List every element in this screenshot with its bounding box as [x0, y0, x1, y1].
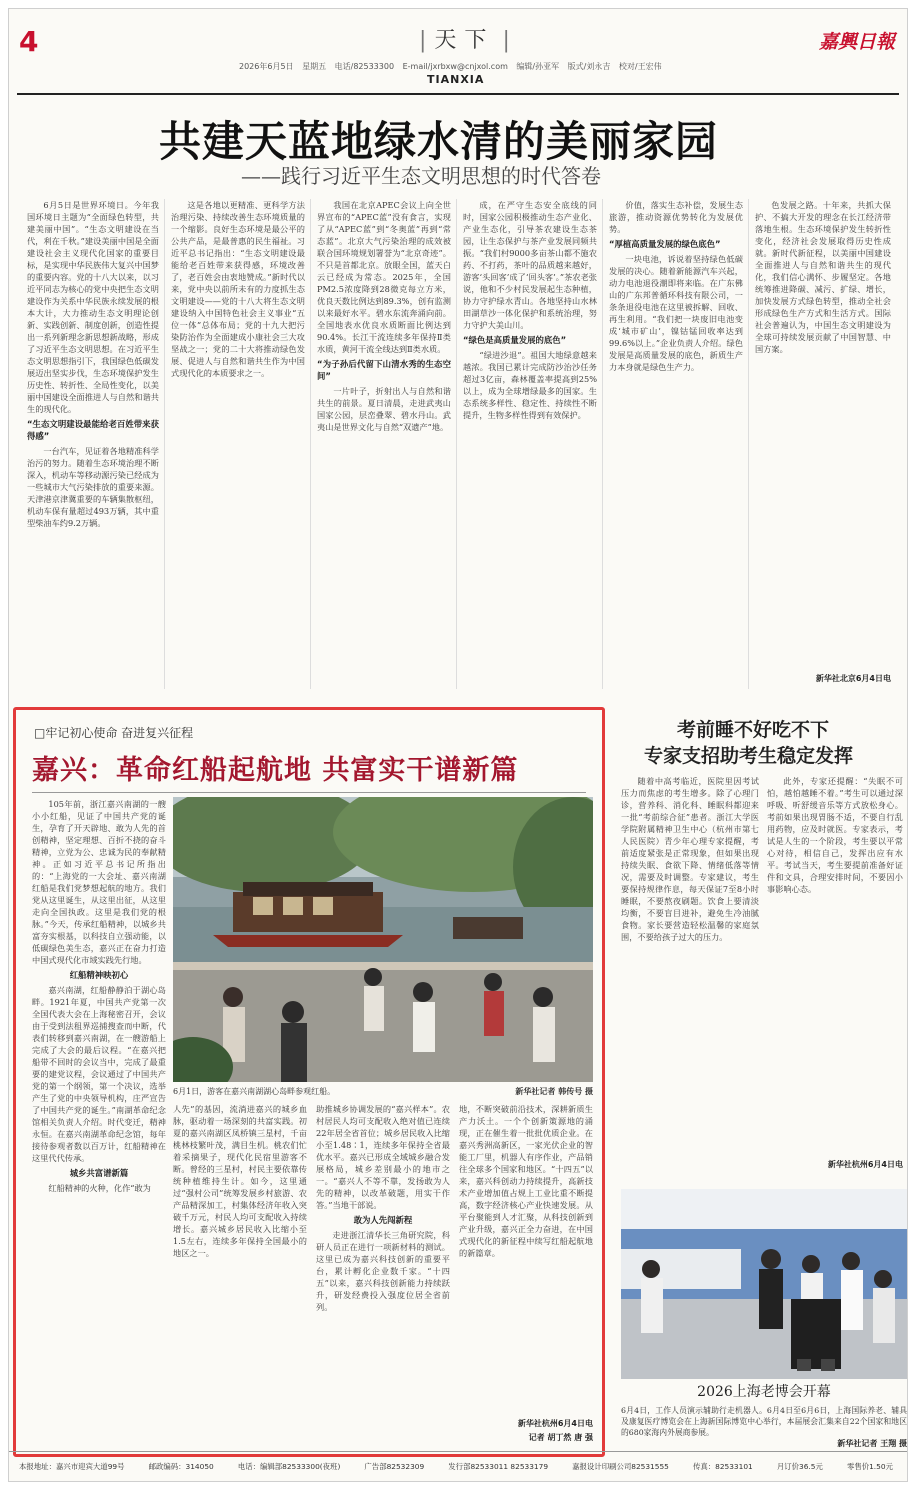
lead-paragraph: 成，在严守生态安全底线的同时，国家公园积极推动生态产业化、产业生态化，引导茶农建设生态茶园，让生态保护与茶产业发展同频共振。“我们村9000多亩茶山都不施农药、不打药，茶叶的品质越来越好，游客‘头回客’成了‘回头客’。”茶农老张说，他和不少村民发展起生态种植，协力守护绿水青山。各地坚持山水林田湖草沙一体化保护和系统治理，努力守护大美山川。 [463, 200, 597, 330]
lead-paragraph: “绿进沙退”。祖国大地绿意越来越浓。我国已累计完成防沙治沙任务超过3亿亩，森林覆盖率提高到25%以上，成为全球增绿最多的国家。生态系统多样性、稳定性、持续性不断提升，生物多样性得到有效保护。 [463, 350, 597, 420]
red-boat-photo-caption [173, 1086, 593, 1097]
red-boat-photo [173, 797, 593, 1082]
lead-subhead: ——践行习近平生态文明思想的时代答卷 [241, 164, 601, 188]
feature-paragraph: 地，不断突破前沿技术，深耕新质生产力沃土。一个个创新策源地的涌现，正在催生着一批批优质企业。在嘉兴秀洲高新区，一家光伏企业的智能工厂里，机器人有序作业，产品销往全球多个国家和地区。“十四五”以来，嘉兴科创动力持续提升，高新技术产业增加值占规上工业比重不断提高，数字经济核心产业快速发展。从平台聚能到人才汇聚，从科技创新到产业升级，嘉兴正全力奋进，在中国式现代化的新征程中续写红船起航地的新篇章。 [459, 1104, 593, 1258]
feature-byline: 新华社杭州6月4日电 [517, 1419, 593, 1428]
feature-paragraph: 人先”的基因，流淌进嘉兴的城乡血脉，驱动着一场深刻的共富实践。初夏的嘉兴南湖区凤桥镇三星村，千亩桃林枝繁叶茂，满目生机。桃农们忙着采摘果子，现代化民宿里游客不断。曾经的三星村，村民主要依靠传统种植维持生计。如今，这里通过“强村公司”统筹发展乡村旅游、农产品精深加工，村集体经济年收入突破千万元，村民人均可支配收入持续增长。嘉兴城乡居民收入比缩小至1.5左右，连续多年保持全国最小的地区之一。 [173, 1104, 307, 1258]
footer-ads: 广告部82532309 [364, 1462, 425, 1471]
feature-rule [32, 792, 586, 793]
lead-paragraph: 一片叶子，折射出人与自然和谐共生的前景。夏日清晨，走进武夷山国家公园，层峦叠翠、碧水丹山。武夷山是世界文化与自然“双遗产”地。 [317, 386, 451, 432]
right-byline: 新华社杭州6月4日电 [827, 1160, 903, 1169]
lead-column-3 [317, 199, 451, 687]
feature-paragraph: 走进浙江清华长三角研究院，科研人员正在进行一项新材料的测试。这里已成为嘉兴科技创新的重要平台，累计孵化企业数千家。“十四五”以来，嘉兴科技创新能力持续跃升，研发经费投入强度位居全省前列。 [316, 1230, 450, 1312]
footer-fax: 传真：82533101 [692, 1462, 753, 1471]
right-article-column-2 [767, 775, 903, 1145]
footer-postcode: 邮政编码：314050 [148, 1462, 214, 1471]
right-paragraph: 随着中高考临近，医院里因考试压力而焦虑的考生增多。除了心理门诊，营养科、消化科、睡眠科都迎来一批“考前综合征”患者。浙江大学医学院附属精神卫生中心（杭州市第七人民医院）青少年心理专家提醒，考前适度紧张是正常现象，但如果出现持续失眠、食欲下降、情绪低落等情况，需要及时调整。专家建议，考生要保持规律作息，每天保证7至8小时睡眠，不要熬夜刷题。饮食上要清淡均衡，不要盲目进补，避免生冷油腻食物。家长要营造轻松温馨的家庭氛围，不要给孩子过大的压力。 [621, 776, 759, 942]
lead-headline: 共建天蓝地绿水清的美丽家园 [159, 117, 719, 166]
footer-address: 本报地址：嘉兴市迎宾大道99号 [19, 1462, 125, 1471]
column-divider [164, 199, 165, 689]
feature-paragraph: 105年前，浙江嘉兴南湖的一艘小小红船，见证了中国共产党的诞生，孕育了开天辟地、敢为人先的首创精神，坚定理想、百折不挠的奋斗精神，立党为公、忠诚为民的奉献精神。正如习近平总书记所指出的：“上海党的一大会址、嘉兴南湖红船是我们党梦想起航的地方。我们党从这里诞生，从这里出征，从这里走向全国执政。这里是我们党的根脉。”今天，传承红船精神，以城乡共富夯实根基，以科技自立强动能，以低碳绿色美生态，嘉兴正在奋力打造中国式现代化市域实践先行地。 [32, 799, 166, 965]
footer-distribution: 发行部82533011 82533179 [448, 1462, 549, 1471]
lead-paragraph: 价值，落实生态补偿，发展生态旅游，推动资源优势转化为发展优势。 [609, 200, 743, 234]
expo-photo-caption [621, 1405, 907, 1449]
section-title: | 天下 | [411, 23, 518, 54]
feature-article [13, 707, 605, 1457]
column-divider [310, 199, 311, 689]
lead-subheading: “生态文明建设最能给老百姓带来获得感” [27, 419, 159, 441]
page-number: 4 [19, 25, 39, 58]
lead-column-6 [755, 199, 891, 669]
right-article-column-1 [621, 775, 759, 1175]
feature-paragraph: 红船精神的火种，化作“敢为 [48, 1183, 151, 1193]
feature-subheading: 敢为人先闯新程 [353, 1215, 413, 1225]
lead-paragraph: 这是各地以更精准、更科学方法治理污染、持续改善生态环境质量的一个缩影。良好生态环境是最公平的公共产品，是最普惠的民生福祉。习近平总书记指出：“生态文明建设最能给老百姓带来获得感，环境改善了，老百姓会由衷地赞成。”新时代以来，党中央以前所未有的力度抓生态文明建设——党的十八大将生态文明建设纳入中国特色社会主义事业“五位一体”总体布局；党的十九大把污染防治作为全面建成小康社会三大攻坚战之一；党的二十大将推动绿色发展、促进人与自然和谐共生作为中国式现代化的本质要求之一。 [171, 200, 305, 378]
expo-photo-title: 2026上海老博会开幕 [697, 1384, 831, 1400]
photo-caption-text: 6月1日，游客在嘉兴南湖湖心岛畔参观红船。 [173, 1087, 336, 1096]
red-boat-photo-illustration [173, 797, 593, 1082]
feature-column-under-2 [316, 1103, 450, 1443]
footer-phone: 电话：编辑部82533300(夜班) [237, 1462, 341, 1471]
feature-subheading: 红船精神映初心 [69, 970, 129, 980]
feature-paragraph: 助推城乡协调发展的“嘉兴样本”。农村居民人均可支配收入绝对值已连续22年居全省首位；城乡居民收入比缩小至1.48∶1，连续多年保持全省最优水平。嘉兴已形成全域城乡融合发展格局，城乡差别最小的地市之一。“嘉兴人不等不靠，发扬敢为人先的精神，以改革破题，用实干作答。”当地干部说。 [316, 1104, 450, 1210]
expo-photo-credit: 新华社记者 王翔 摄 [837, 1439, 907, 1448]
right-article-title: 考前睡不好吃不下 [677, 719, 830, 741]
lead-subheading: “厚植高质量发展的绿色底色” [609, 239, 721, 249]
column-divider [748, 199, 749, 689]
section-pinyin: TIANXIA [427, 73, 485, 86]
right-article-subtitle: 专家支招助考生稳定发挥 [644, 745, 854, 767]
feature-title: 嘉兴：革命红船起航地 共富实干谱新篇 [32, 755, 519, 786]
lead-column-2 [171, 199, 305, 687]
lead-paragraph: 一台汽车，见证着各地精准科学治污的努力。随着生态环境治理不断深入，机动车等移动源污染已经成为一些城市大气污染排放的重要来源。天津港京津冀重要的车辆集散枢纽，机动车保有量超过493万辆，其中重型柴油车约9.2万辆。 [27, 446, 159, 528]
lead-paragraph: 色发展之路。十年来，共抓大保护、不搞大开发的理念在长江经济带落地生根。生态环境保护发生转折性变化，经济社会发展取得历史性成就。新时代新征程，以美丽中国建设全面推进人与自然和谐共生的现代化，我们信心满怀、步履坚定。各地统筹推进降碳、减污、扩绿、增长，加快发展方式绿色转型，推动全社会形成绿色生产方式和生活方式。国际社会普遍认为，中国生态文明建设为全球可持续发展贡献了中国智慧、中国方案。 [755, 200, 891, 354]
feature-subheading: 城乡共富谱新篇 [69, 1168, 129, 1178]
footer-retail-price: 零售价1.50元 [846, 1462, 893, 1471]
lead-byline: 新华社北京6月4日电 [815, 674, 891, 683]
lead-subheading: “绿色是高质量发展的底色” [463, 335, 567, 345]
feature-column-under-1 [173, 1103, 307, 1443]
column-divider [602, 199, 603, 689]
feature-column-under-3 [459, 1103, 593, 1403]
expo-photo [621, 1189, 908, 1379]
lead-paragraph: 一块电池，诉说着坚持绿色低碳发展的决心。随着新能源汽车兴起，动力电池退役潮即将来临。在广东佛山的广东邦普循环科技有限公司，一条条退役电池在这里被拆解、回收、再生利用。“我们把一块废旧电池变成‘城市矿山’，镍钴锰回收率达到99.6%以上。”企业负责人介绍。绿色发展是高质量发展的底色，新质生产力本身就是绿色生产力。 [609, 254, 743, 372]
right-paragraph: 此外，专家还提醒：“失眠不可怕，越怕越睡不着。”考生可以通过深呼吸、听舒缓音乐等方式放松身心。考前如果出现胃肠不适，不要自行乱用药物，应及时就医。专家表示，考试是人生的一个阶段，考生要以平常心对待，相信自己，发挥出应有水平。考试当天，考生要提前准备好证件和文具，合理安排时间，不要因小事影响心态。 [767, 776, 903, 894]
expo-photo-illustration [621, 1189, 908, 1379]
feature-reporters: 记者 胡丁然 唐 强 [528, 1433, 593, 1442]
newspaper-logo: 嘉興日報 [818, 31, 895, 53]
lead-subheading: “为子孙后代留下山清水秀的生态空间” [317, 359, 451, 381]
lead-paragraph: 我国在北京APEC会议上向全世界宣布的“APEC蓝”没有食言，实现了从“APEC蓝”到“冬奥蓝”再到“常态蓝”。北京大气污染治理的成效被联合国环境规划署誉为“北京奇迹”。不只是首都北京。放眼全国，蓝天白云已经成为常态。2025年，全国PM2.5浓度降到28微克每立方米，优良天数比例达到89.3%，创有监测以来最好水平。碧水东流奔涌向前。全国地表水优良水质断面比例达到90.4%。长江干流连续多年保持Ⅱ类水质，黄河干流全线达到Ⅱ类水质。 [317, 200, 451, 354]
footer-printing: 嘉报设计印刷公司82531555 [572, 1462, 669, 1471]
column-divider [456, 199, 457, 689]
page-footer [9, 1451, 907, 1481]
feature-left-column [32, 798, 166, 1438]
masthead-rule [17, 93, 899, 95]
newspaper-page [8, 8, 908, 1482]
photo-credit: 新华社记者 韩传号 摄 [515, 1087, 593, 1096]
issue-meta: 2026年6月5日 星期五 电话/82533300 E-mail/jxrbxw@cnjxol.com 编辑/孙亚军 版式/刘永吉 校对/王宏伟 [239, 62, 662, 71]
expo-caption-text: 6月4日，工作人员演示辅助行走机器人。6月4日至6月6日，上海国际养老、辅具及康复医疗博览会在上海新国际博览中心举行，本届展会汇集来自22个国家和地区的680家海内外展商参展。 [621, 1406, 907, 1437]
feature-paragraph: 嘉兴南湖，红船静静泊于湖心岛畔。1921年夏，中国共产党第一次全国代表大会在上海秘密召开，会议由于受到法租界巡捕搜查而中断，代表们转移到嘉兴南湖，在一艘游船上完成了大会的最后议程。“在嘉兴把船带不回时的会议当中，完成了最重要的建党议程，会议通过了中国共产党的第一个纲领，第一个决议，选举产生了党的中央领导机构，庄严宣告了中国共产党的诞生。”南湖革命纪念馆相关负责人介绍。时代变迁，精神永恒。在嘉兴南湖革命纪念馆，每年接待参观者数以百万计，红船精神在这里代代传承。 [32, 985, 166, 1163]
lead-column-4 [463, 199, 597, 687]
lead-paragraph: 6月5日是世界环境日。今年我国环境日主题为“全面绿色转型，共建美丽中国”。“生态文明建设在当代，利在千秋。”建设美丽中国是全面建设社会主义现代化国家的重要目标，是实现中华民族伟大复兴中国梦的重要内容。党的十八大以来，以习近平同志为核心的党中央把生态文明建设作为关系中华民族永续发展的根本大计，大力推动生态文明理论创新、实践创新、制度创新，创造性提出一系列新理念新思想新战略，形成了习近平生态文明思想。在习近平生态文明思想指引下，我国绿色低碳发展迈出坚实步伐，生态环境保护发生历史性、转折性、全局性变化，以美丽中国建设全面推进人与自然和谐共生的现代化。 [27, 200, 159, 414]
lead-column-5 [609, 199, 743, 687]
footer-monthly-price: 月订价36.5元 [776, 1462, 823, 1471]
feature-kicker: □牢记初心使命 奋进复兴征程 [34, 726, 194, 740]
lead-column-1 [27, 199, 159, 687]
